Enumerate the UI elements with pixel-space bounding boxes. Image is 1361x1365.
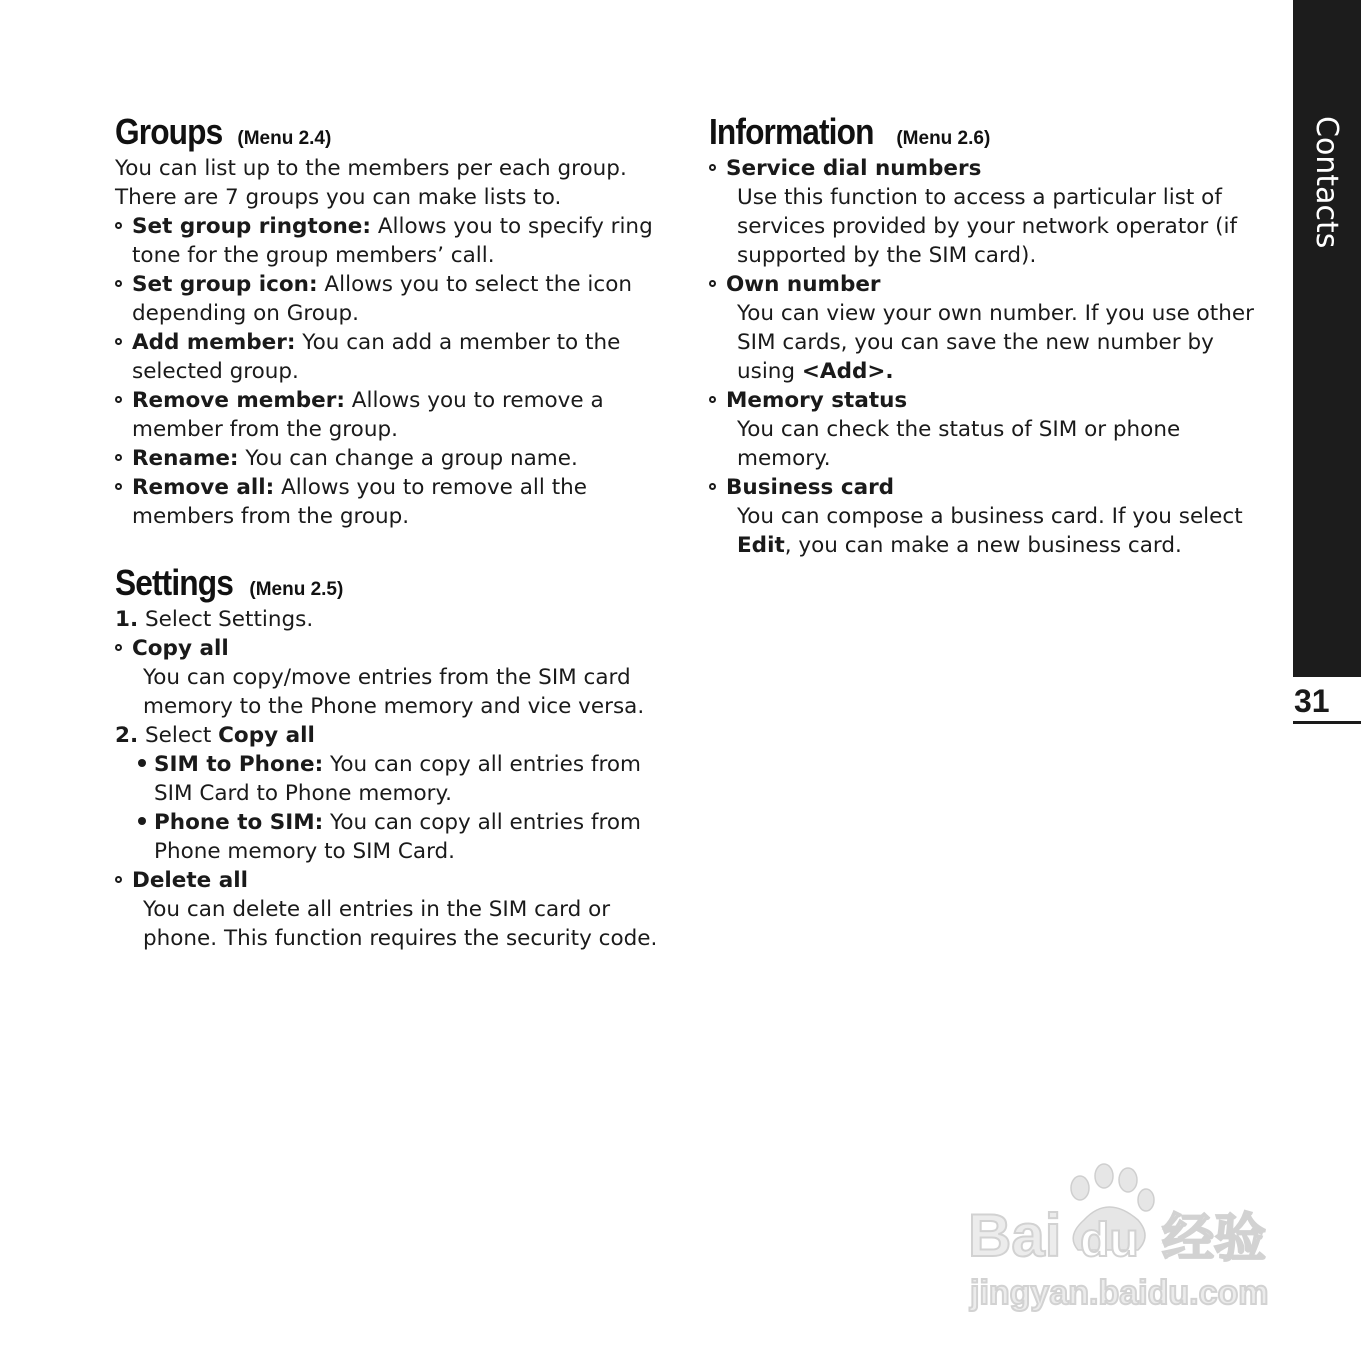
baidu-watermark-logo xyxy=(962,1158,1282,1314)
groups-item-add-member-cont: selected group. xyxy=(132,359,299,384)
information-title: Information xyxy=(709,111,874,152)
svg-text:经验: 经验 xyxy=(1162,1209,1267,1269)
chapter-label: Contacts xyxy=(1309,116,1344,249)
information-menu-ref: (Menu 2.6) xyxy=(896,128,991,149)
groups-item-rename: Rename: You can change a group name. xyxy=(115,444,675,473)
settings-step-1: 1. Select Settings. xyxy=(115,607,314,632)
settings-bullet-sim-to-phone: SIM to Phone: You can copy all entries from xyxy=(115,750,675,779)
circle-bullet-icon xyxy=(709,483,716,490)
info-service-line-1: Use this function to access a particular list of xyxy=(737,185,1222,210)
baidu-wordmark xyxy=(968,1202,1268,1312)
groups-item-add-member: Add member: You can add a member to the xyxy=(115,328,675,357)
circle-bullet-icon xyxy=(115,222,122,229)
settings-heading xyxy=(115,561,675,605)
info-memory-status: Memory status xyxy=(709,386,1269,415)
settings-delete-all-line-1: You can delete all entries in the SIM card or xyxy=(143,897,611,922)
info-memory-line-2: memory. xyxy=(737,446,831,471)
info-service-line-2: services provided by your network operator (if xyxy=(737,214,1238,239)
svg-text:du: du xyxy=(1080,1214,1139,1267)
groups-item-icon-cont: depending on Group. xyxy=(132,301,360,326)
settings-delete-all-line-2: phone. This function requires the security code. xyxy=(143,926,658,951)
settings-bullet-phone-to-sim: Phone to SIM: You can copy all entries from xyxy=(115,808,675,837)
svg-text:Bai: Bai xyxy=(968,1202,1062,1269)
info-service-dial: Service dial numbers xyxy=(709,154,1269,183)
circle-bullet-icon xyxy=(709,396,716,403)
svg-text:jingyan.baidu.com: jingyan.baidu.com xyxy=(970,1274,1269,1312)
dot-bullet-icon xyxy=(138,817,146,825)
circle-bullet-icon xyxy=(115,644,122,651)
page-number-rule xyxy=(1293,721,1361,724)
settings-title: Settings xyxy=(115,562,233,603)
dot-bullet-icon xyxy=(138,759,146,767)
info-memory-line-1: You can check the status of SIM or phone xyxy=(737,417,1181,442)
groups-item-remove-all: Remove all: Allows you to remove all the xyxy=(115,473,675,502)
groups-item-ringtone-cont: tone for the group members’ call. xyxy=(132,243,495,268)
circle-bullet-icon xyxy=(709,164,716,171)
settings-menu-ref: (Menu 2.5) xyxy=(249,579,344,600)
circle-bullet-icon xyxy=(115,483,122,490)
settings-copy-all: Copy all xyxy=(115,634,675,663)
info-own-line-1: You can view your own number. If you use other xyxy=(737,301,1254,326)
circle-bullet-icon xyxy=(709,280,716,287)
chapter-tab xyxy=(1293,0,1361,677)
settings-step-2: 2. Select Copy all xyxy=(115,723,315,748)
info-service-line-3: supported by the SIM card). xyxy=(737,243,1037,268)
information-heading xyxy=(709,110,1269,154)
left-column xyxy=(115,110,675,953)
circle-bullet-icon xyxy=(115,280,122,287)
groups-item-icon: Set group icon: Allows you to select the icon xyxy=(115,270,675,299)
info-business-line-1: You can compose a business card. If you select xyxy=(737,504,1243,529)
info-own-line-2: SIM cards, you can save the new number by xyxy=(737,330,1214,355)
info-own-number: Own number xyxy=(709,270,1269,299)
circle-bullet-icon xyxy=(115,396,122,403)
settings-bullet-sim-to-phone-cont: SIM Card to Phone memory. xyxy=(154,781,452,806)
groups-intro-line-1: You can list up to the members per each group. xyxy=(115,156,627,181)
settings-delete-all: Delete all xyxy=(115,866,675,895)
settings-bullet-phone-to-sim-cont: Phone memory to SIM Card. xyxy=(154,839,456,864)
settings-copy-all-line-1: You can copy/move entries from the SIM card xyxy=(143,665,631,690)
circle-bullet-icon xyxy=(115,876,122,883)
groups-title: Groups xyxy=(115,111,223,152)
info-own-line-3: using <Add>. xyxy=(737,359,894,384)
page-number: 31 xyxy=(1294,683,1330,719)
info-business-line-2: Edit, you can make a new business card. xyxy=(737,533,1182,558)
groups-item-remove-member-cont: member from the group. xyxy=(132,417,398,442)
circle-bullet-icon xyxy=(115,454,122,461)
groups-menu-ref: (Menu 2.4) xyxy=(237,128,332,149)
right-column xyxy=(709,110,1269,560)
groups-heading xyxy=(115,110,675,154)
circle-bullet-icon xyxy=(115,338,122,345)
groups-item-ringtone: Set group ringtone: Allows you to specify ring xyxy=(115,212,675,241)
groups-intro-line-2: There are 7 groups you can make lists to. xyxy=(115,185,562,210)
groups-item-remove-member: Remove member: Allows you to remove a xyxy=(115,386,675,415)
info-business-card: Business card xyxy=(709,473,1269,502)
settings-copy-all-line-2: memory to the Phone memory and vice versa. xyxy=(143,694,645,719)
groups-item-remove-all-cont: members from the group. xyxy=(132,504,410,529)
